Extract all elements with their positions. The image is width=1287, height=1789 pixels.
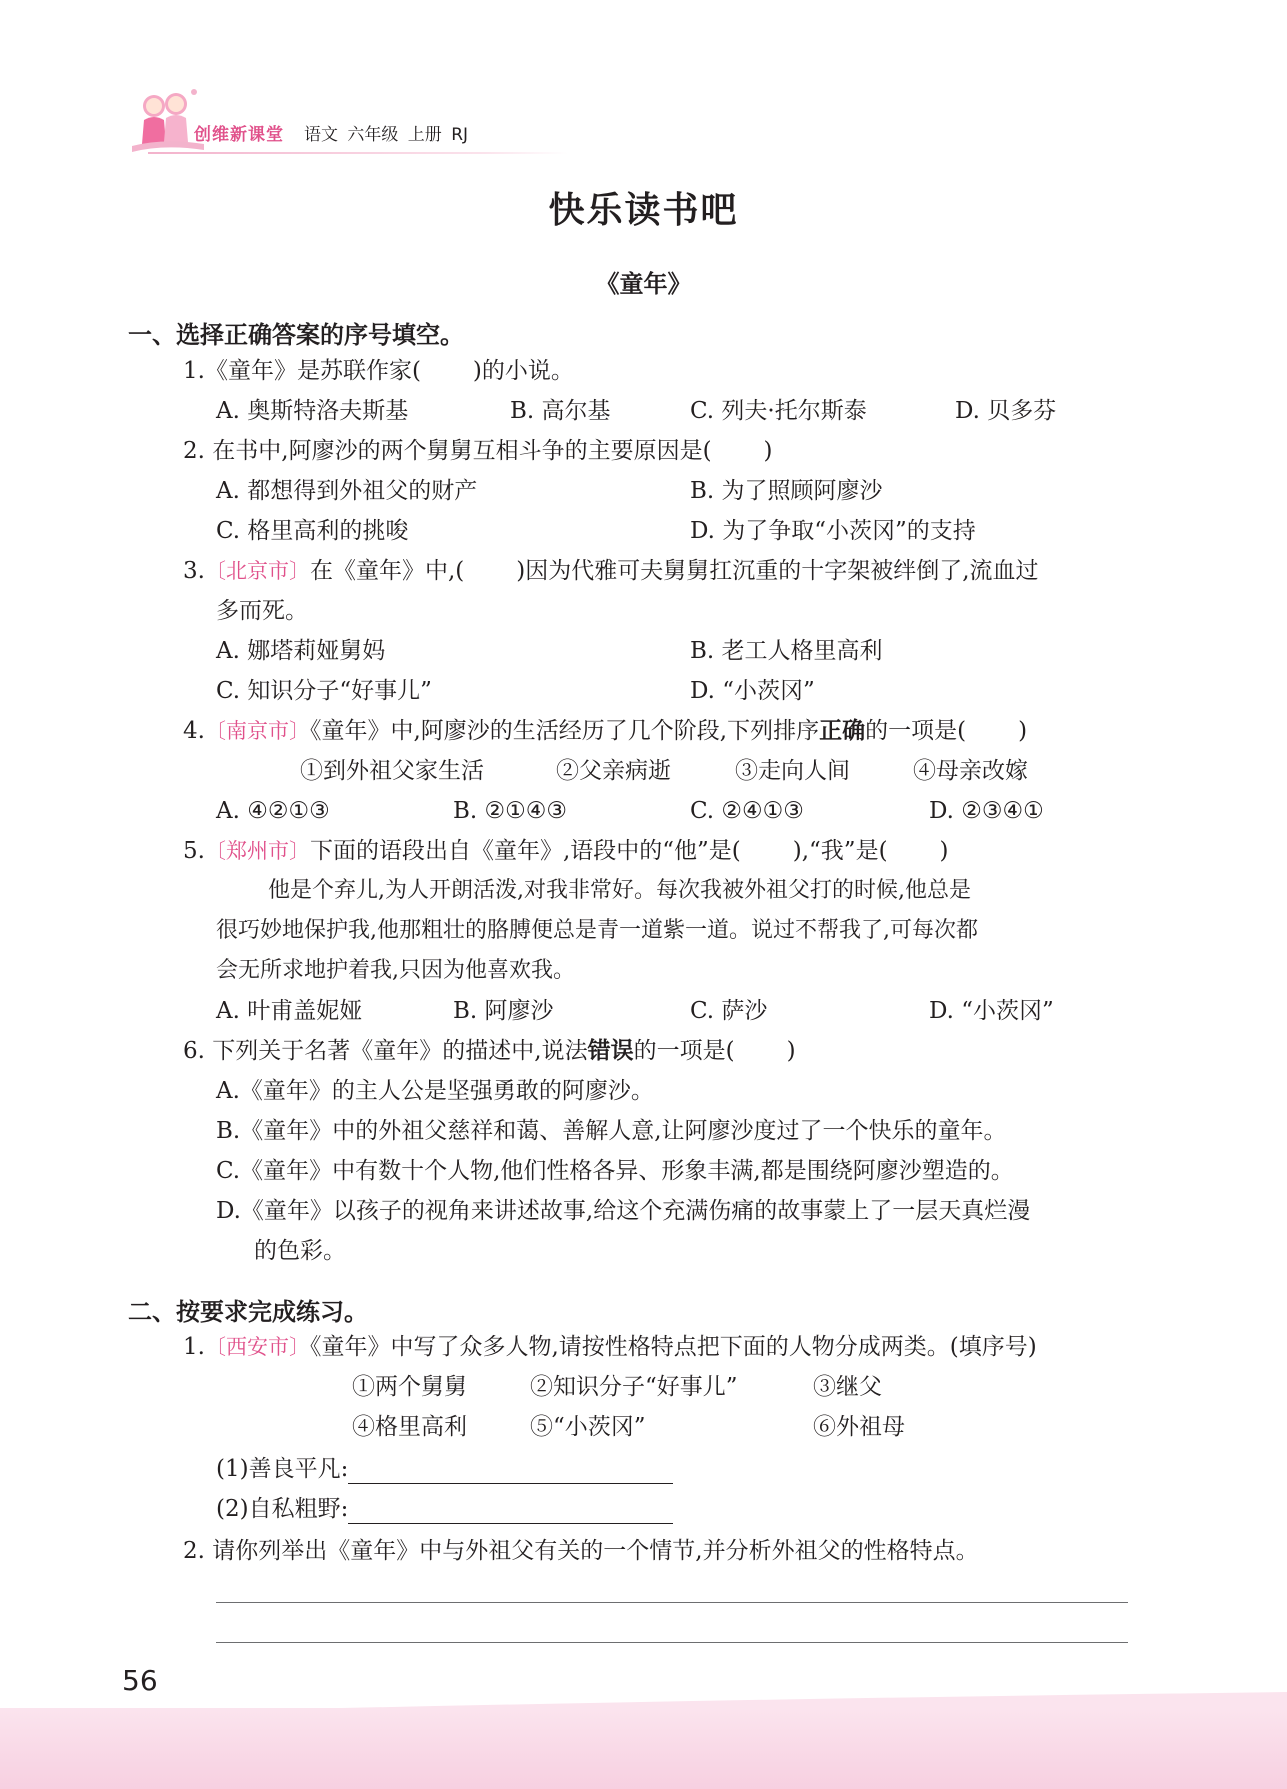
- s2-q2-stem: 2. 请你列举出《童年》中与外祖父有关的一个情节,并分析外祖父的性格特点。: [183, 1538, 979, 1564]
- section2-heading: 二、按要求完成练习。: [128, 1298, 368, 1326]
- q6-stem: 6. 下列关于名著《童年》的描述中,说法错误的一项是( ): [183, 1038, 796, 1064]
- section1-heading: 一、选择正确答案的序号填空。: [128, 321, 464, 349]
- s2-q1-item: ③继父: [813, 1374, 882, 1400]
- answer-line[interactable]: [216, 1602, 1128, 1603]
- q4-stem: 4.〔南京市〕《童年》中,阿廖沙的生活经历了几个阶段,下列排序正确的一项是( ): [183, 718, 1028, 744]
- q1-option-b: B. 高尔基: [510, 398, 611, 424]
- q4-option-a: A. ④②①③: [216, 798, 330, 824]
- q1-option-d: D. 贝多芬: [955, 398, 1057, 424]
- s2-q1-sub2: (2)自私粗野:: [216, 1494, 673, 1524]
- q5-stem: 5.〔郑州市〕下面的语段出自《童年》,语段中的“他”是( ),“我”是( ): [183, 838, 949, 864]
- region-tag: 〔南京市〕: [204, 719, 310, 743]
- q4-option-c: C. ②④①③: [690, 798, 804, 824]
- s2-q1-item: ④格里高利: [352, 1414, 467, 1440]
- brand-name: 创维新课堂: [194, 125, 284, 145]
- q2-stem: 2. 在书中,阿廖沙的两个舅舅互相斗争的主要原因是( ): [183, 438, 773, 464]
- q4-item: ②父亲病逝: [556, 758, 671, 784]
- fill-in-line[interactable]: [348, 1461, 673, 1484]
- book-title: 《童年》: [595, 270, 692, 298]
- q5-passage-line: 他是个弃儿,为人开朗活泼,对我非常好。每次我被外祖父打的时候,他总是: [268, 878, 971, 903]
- q4-item: ①到外祖父家生活: [300, 758, 484, 784]
- q5-passage-line: 会无所求地护着我,只因为他喜欢我。: [216, 958, 575, 983]
- q4-option-d: D. ②③④①: [929, 798, 1044, 824]
- q5-option-d: D. “小茨冈”: [929, 998, 1054, 1024]
- q3-stem-cont: 多而死。: [216, 598, 308, 624]
- q1-stem: 1.《童年》是苏联作家( )的小说。: [183, 358, 574, 384]
- q6-option-d-cont: 的色彩。: [254, 1238, 346, 1264]
- s2-q1-stem: 1.〔西安市〕《童年》中写了众多人物,请按性格特点把下面的人物分成两类。(填序号): [183, 1334, 1037, 1360]
- q3-option-c: C. 知识分子“好事儿”: [216, 678, 432, 704]
- header-divider: [148, 152, 568, 154]
- q4-option-b: B. ②①④③: [453, 798, 568, 824]
- q3-option-d: D. “小茨冈”: [690, 678, 815, 704]
- q6-option-c: C.《童年》中有数十个人物,他们性格各异、形象丰满,都是围绕阿廖沙塑造的。: [216, 1158, 1014, 1184]
- q3-option-b: B. 老工人格里高利: [690, 638, 883, 664]
- q6-option-a: A.《童年》的主人公是坚强勇敢的阿廖沙。: [216, 1078, 654, 1104]
- q2-option-b: B. 为了照顾阿廖沙: [690, 478, 883, 504]
- s2-q1-item: ①两个舅舅: [352, 1374, 467, 1400]
- s2-q1-item: ⑥外祖母: [813, 1414, 905, 1440]
- q5-passage-line: 很巧妙地保护我,他那粗壮的胳膊便总是青一道紫一道。说过不帮我了,可每次都: [216, 918, 978, 943]
- q1-option-c: C. 列夫·托尔斯泰: [690, 398, 867, 424]
- page-header: [124, 82, 564, 162]
- q4-item: ③走向人间: [735, 758, 850, 784]
- s2-q1-item: ⑤“小茨冈”: [530, 1414, 646, 1440]
- book-info: 语文 六年级 上册 RJ: [304, 125, 469, 145]
- region-tag: 〔郑州市〕: [204, 839, 310, 863]
- q2-option-c: C. 格里高利的挑唆: [216, 518, 409, 544]
- page-title: 快乐读书吧: [548, 190, 739, 231]
- page-number: 56: [122, 1664, 158, 1697]
- fill-in-line[interactable]: [348, 1501, 673, 1524]
- s2-q1-sub1: (1)善良平凡:: [216, 1454, 673, 1484]
- q5-option-c: C. 萨沙: [690, 998, 768, 1024]
- q5-option-a: A. 叶甫盖妮娅: [216, 998, 363, 1024]
- q2-option-d: D. 为了争取“小茨冈”的支持: [690, 518, 976, 544]
- q6-option-d: D.《童年》以孩子的视角来讲述故事,给这个充满伤痛的故事蒙上了一层天真烂漫: [216, 1198, 1031, 1224]
- q2-option-a: A. 都想得到外祖父的财产: [216, 478, 478, 504]
- q5-option-b: B. 阿廖沙: [453, 998, 554, 1024]
- answer-line[interactable]: [216, 1642, 1128, 1643]
- s2-q1-item: ②知识分子“好事儿”: [530, 1374, 738, 1400]
- q3-option-a: A. 娜塔莉娅舅妈: [216, 638, 386, 664]
- q3-stem: 3.〔北京市〕在《童年》中,( )因为代雅可夫舅舅扛沉重的十字架被绊倒了,流血过: [183, 558, 1039, 584]
- q1-option-a: A. 奥斯特洛夫斯基: [216, 398, 409, 424]
- footer-band: [0, 1708, 1287, 1789]
- region-tag: 〔北京市〕: [204, 559, 310, 583]
- q6-option-b: B.《童年》中的外祖父慈祥和蔼、善解人意,让阿廖沙度过了一个快乐的童年。: [216, 1118, 1007, 1144]
- q4-item: ④母亲改嫁: [913, 758, 1028, 784]
- region-tag: 〔西安市〕: [204, 1335, 310, 1359]
